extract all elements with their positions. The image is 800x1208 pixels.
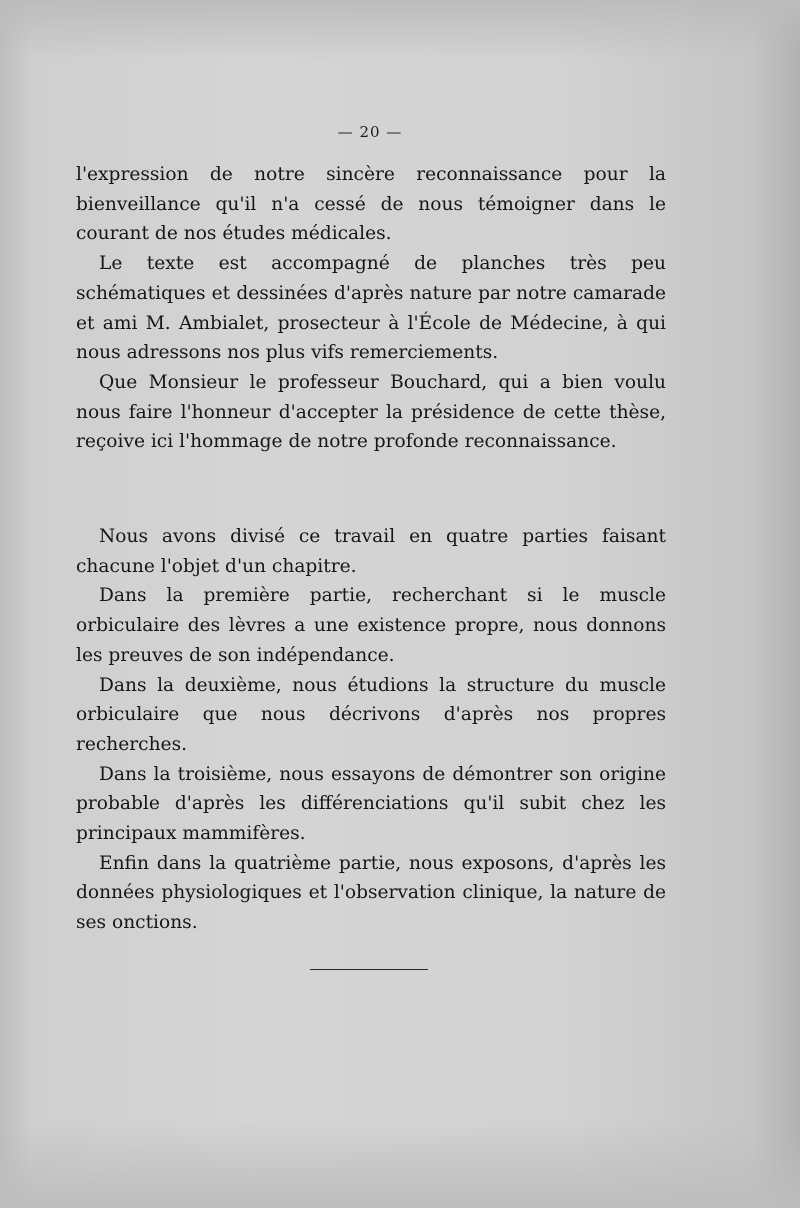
acknowledgements-block: [76, 160, 666, 457]
paragraph-part-four: Enfin dans la quatrième partie, nous exposons, d'après les données physiologiques et l'observation clinique, la nature de ses onctions.: [76, 852, 666, 934]
section-divider-rule: [310, 969, 428, 970]
paragraph-plates: Le texte est accompagné de planches très peu schématiques et dessinées d'après nature par notre camarade et ami M. Ambialet, prosecteur à l'École de Médecine, à qui nous adressons nos plus vifs remerciements.: [76, 253, 666, 364]
paragraph-professor: Que Monsieur le professeur Bouchard, qui a bien voulu nous faire l'honneur d'accepter la présidence de cette thèse, reçoive ici l'hommage de notre profonde reconnaissance.: [76, 371, 666, 453]
paragraph-part-one: Dans la première partie, recherchant si le muscle orbiculaire des lèvres a une existence propre, nous donnons les preuves de son indépendance.: [76, 585, 666, 666]
plan-block: [76, 522, 666, 938]
paragraph-continuation: l'expression de notre sincère reconnaissance pour la bienveillance qu'il n'a cessé de nous témoigner dans le courant de nos études médicales.: [76, 164, 666, 245]
paragraph-division: Nous avons divisé ce travail en quatre parties faisant chacune l'objet d'un chapitre.: [76, 526, 666, 577]
page-edge-shadow-bottom: [0, 1120, 800, 1208]
page-number: — 20 —: [337, 123, 403, 141]
page-edge-shadow-top: [0, 0, 800, 60]
paragraph-part-two: Dans la deuxième, nous étudions la structure du muscle orbiculaire que nous décrivons d'après nos propres recherches.: [76, 674, 666, 755]
paragraph-part-three: Dans la troisième, nous essayons de démontrer son origine probable d'après les différenciations qu'il subit chez les principaux mammifères.: [76, 763, 666, 845]
